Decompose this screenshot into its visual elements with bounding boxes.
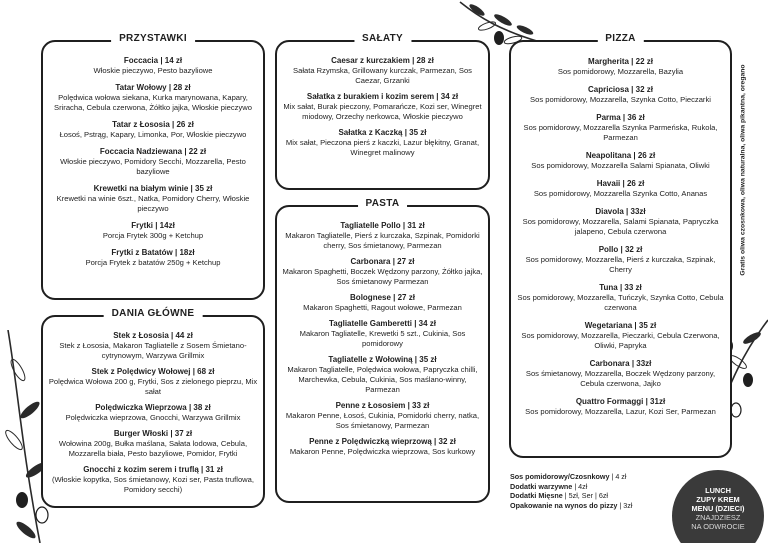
- menu-item: [47, 367, 259, 397]
- menu-item-title: Sałatka z burakiem i kozim serem | 34 zł: [306, 92, 459, 101]
- menu-item-description: Polędwica wołowa siekana, Kurka marynowana, Kapary, Sriracha, Cebula czerwona, Żółtko jajka, Włoskie pieczywo: [54, 93, 252, 112]
- menu-item-title: Tagliatelle z Wołowiną | 35 zł: [328, 355, 437, 364]
- lunch-line: ZUPY KREM: [696, 495, 740, 504]
- menu-item-description: Sałata Rzymska, Grillowany kurczak, Parmezan, Sos Caezar, Grzanki: [293, 66, 472, 85]
- extra-item: Dodatki Mięsne | 5zł, Ser | 6zł: [510, 491, 609, 501]
- menu-item: [47, 403, 259, 423]
- menu-item: [47, 56, 259, 76]
- menu-item: [515, 359, 726, 389]
- section-title: DANIA GŁÓWNE: [104, 308, 203, 319]
- menu-item-description: Wołowina 200g, Bułka maślana, Sałata lodowa, Cebula, Mozzarella biała, Pesto bazyliowe, Pomidor, Frytki: [58, 439, 248, 458]
- menu-item-title: Carbonara | 27 zł: [350, 257, 415, 266]
- menu-item-description: Sos pomidorowy, Mozzarella, Bazylia: [557, 67, 684, 76]
- menu-item: [281, 257, 484, 287]
- section-title: PIZZA: [597, 33, 643, 44]
- menu-item: [515, 85, 726, 105]
- menu-item: [281, 92, 484, 122]
- menu-item: [515, 245, 726, 275]
- menu-item: [281, 355, 484, 395]
- menu-item-description: Polędwiczka wieprzowa, Gnocchi, Warzywa Grillmix: [65, 413, 241, 422]
- menu-item-title: Caesar z kurczakiem | 28 zł: [331, 56, 434, 65]
- lunch-line: LUNCH: [705, 486, 731, 495]
- menu-item: [47, 465, 259, 495]
- menu-item-description: Sos pomidorowy, Mozzarella Salami Spianata, Oliwki: [531, 161, 710, 170]
- menu-item-title: Tagliatelle Pollo | 31 zł: [340, 221, 425, 230]
- menu-item: [47, 429, 259, 459]
- menu-item-description: Makaron Spaghetti, Boczek Wędzony parzony, Żółtko jajka, Sos śmietanowy Parmezan: [282, 267, 483, 286]
- menu-item-description: Mix sałat, Pieczona pierś z kaczki, Lazur błękitny, Granat, Winegret malinowy: [285, 138, 480, 157]
- menu-item-title: Tuna | 33 zł: [599, 283, 642, 292]
- menu-item-title: Tatar Wołowy | 28 zł: [115, 83, 191, 92]
- menu-item-title: Gnocchi z kozim serem i truflą | 31 zł: [83, 465, 223, 474]
- menu-item-title: Frytki | 14zł: [131, 221, 175, 230]
- menu-item-description: Stek z Łososia, Makaron Tagliatelle z Sosem Śmietano-cytrynowym, Warzywa Grillmix: [59, 341, 247, 360]
- menu-item-title: Penne z Łososiem | 33 zł: [335, 401, 430, 410]
- menu-item-description: (Włoskie kopytka, Sos śmietanowy, Kozi ser, Pasta truflowa, Pomidory secchi): [51, 475, 254, 494]
- section-pizza: [509, 33, 732, 458]
- menu-item: [515, 321, 726, 351]
- menu-item-description: Polędwica Wołowa 200 g, Frytki, Sos z zielonego pieprzu, Mix sałat: [48, 377, 258, 396]
- section-dania-glowne: [41, 308, 265, 508]
- lunch-subline: ZNAJDZIESZ: [695, 513, 741, 522]
- menu-item-description: Sos pomidorowy, Mozzarella, Pieczarki, Cebula Czerwona, Oliwki, Papryka: [521, 331, 720, 350]
- menu-item: [47, 221, 259, 241]
- menu-item-title: Diavola | 33zł: [595, 207, 646, 216]
- menu-item-description: Sos pomidorowy, Mozzarella Szynka Parmeńska, Rukola, Parmezan: [523, 123, 718, 142]
- menu-item: [47, 83, 259, 113]
- menu-item-title: Polędwiczka Wieprzowa | 38 zł: [95, 403, 211, 412]
- menu-item-title: Quattro Formaggi | 31zł: [575, 397, 666, 406]
- menu-item-title: Capriciosa | 32 zł: [588, 85, 653, 94]
- side-note: [736, 40, 750, 300]
- menu-item: [281, 401, 484, 431]
- menu-item-title: Tagliatelle Gamberetti | 34 zł: [328, 319, 436, 328]
- menu-item: [47, 248, 259, 268]
- menu-item-title: Krewetki na białym winie | 35 zł: [93, 184, 213, 193]
- menu-item: [515, 397, 726, 417]
- extra-item: Dodatki warzywne | 4zł: [510, 481, 588, 491]
- menu-item-title: Parma | 36 zł: [596, 113, 645, 122]
- menu-item: [47, 331, 259, 361]
- menu-item: [515, 151, 726, 171]
- menu-item-title: Frytki z Batatów | 18zł: [111, 248, 195, 257]
- menu-item-description: Sos pomidorowy, Mozzarella, Tuńczyk, Szynka Cotto, Cebula czerwona: [517, 293, 724, 312]
- menu-item-title: Sałatka z Kaczką | 35 zł: [338, 128, 427, 137]
- menu-item-description: Włoskie pieczywo, Pomidory Secchi, Mozzarella, Pesto bazyliowe: [60, 157, 246, 176]
- menu-item: [47, 120, 259, 140]
- menu-item: [515, 57, 726, 77]
- menu-item-description: Makaron Tagliatelle, Polędwica wołowa, Papryczka chilli, Marchewka, Cebula, Cukinia, Sos maślano-winny, Parmezan: [287, 365, 478, 394]
- menu-item: [515, 283, 726, 313]
- menu-item-description: Makaron Penne, Łosoś, Cukinia, Pomidorki cherry, natka, Sos śmietanowy, Parmezan: [285, 411, 480, 430]
- lunch-subline: NA ODWROCIE: [691, 522, 745, 531]
- section-title: PASTA: [358, 198, 408, 209]
- menu-item-title: Foccacia | 14 zł: [123, 56, 183, 65]
- extra-item: Opakowanie na wynos do pizzy | 3zł: [510, 500, 633, 510]
- menu-item-title: Foccacia Nadziewana | 22 zł: [99, 147, 207, 156]
- menu-item-title: Carbonara | 33zł: [589, 359, 652, 368]
- menu-item-description: Makaron Tagliatelle, Pierś z kurczaka, Szpinak, Pomidorki cherry, Sos śmietanowy, Parmezan: [285, 231, 480, 250]
- section-przystawki: [41, 33, 265, 300]
- menu-item-description: Sos pomidorowy, Mozzarella, Salami Spianata, Papryczka jalapeno, Cebula czerwona: [522, 217, 719, 236]
- menu-item: [281, 221, 484, 251]
- menu-item: [281, 293, 484, 313]
- menu-item-title: Penne z Polędwiczką wieprzową | 32 zł: [309, 437, 456, 446]
- menu-item-description: Sos pomidorowy, Mozzarella, Pierś z kurczaka, Szpinak, Cherry: [525, 255, 716, 274]
- menu-item: [281, 319, 484, 349]
- menu-item-description: Krewetki na winie 6szt., Natka, Pomidory Cherry, Włoskie pieczywo: [56, 194, 250, 213]
- menu-item-description: Mix sałat, Burak pieczony, Pomarańcze, Kozi ser, Winegret miodowy, Orzechy nerkowca, Włoskie pieczywo: [283, 102, 482, 121]
- menu-item: [281, 437, 484, 457]
- menu-item: [281, 128, 484, 158]
- menu-item-title: Stek z Polędwicy Wołowej | 68 zł: [91, 367, 215, 376]
- menu-item-description: Makaron Tagliatelle, Krewetki 5 szt., Cukinia, Sos pomidorowy: [299, 329, 466, 348]
- menu-item-title: Wegetariana | 35 zł: [584, 321, 657, 330]
- side-note-text: Gratis oliwa czosnkowa, oliwa naturalna, oliwa pikantna, oregano: [739, 64, 747, 276]
- menu-item: [515, 113, 726, 143]
- menu-item-description: Makaron Spaghetti, Ragout wołowe, Parmezan: [303, 303, 462, 312]
- menu-item: [515, 207, 726, 237]
- menu-item-description: Sos pomidorowy, Mozzarella, Szynka Cotto, Pieczarki: [530, 95, 711, 104]
- menu-item-description: Porcja Frytek z batatów 250g + Ketchup: [85, 258, 221, 267]
- section-title: PRZYSTAWKI: [111, 33, 195, 44]
- menu-item-title: Bolognese | 27 zł: [350, 293, 415, 302]
- section-pasta: [275, 198, 490, 503]
- menu-item-description: Sos pomidorowy, Mozzarella Szynka Cotto, Ananas: [533, 189, 708, 198]
- menu-item: [47, 147, 259, 177]
- menu-item-description: Łosoś, Pstrąg, Kapary, Limonka, Por, Włoskie pieczywo: [59, 130, 247, 139]
- menu-item-title: Margherita | 22 zł: [588, 57, 653, 66]
- menu-item: [515, 179, 726, 199]
- menu-item-title: Tatar z Łososia | 26 zł: [112, 120, 194, 129]
- section-salaty: [275, 33, 490, 190]
- section-title: SAŁATY: [354, 33, 411, 44]
- extras-list: [510, 472, 670, 510]
- lunch-badge: [672, 470, 764, 543]
- menu-item: [47, 184, 259, 214]
- extra-item: Sos pomidorowy/Czosnkowy | 4 zł: [510, 472, 627, 481]
- menu-item-title: Stek z Łososia | 44 zł: [113, 331, 193, 340]
- menu-item-description: Sos śmietanowy, Mozzarella, Boczek Wędzony parzony, Cebula czerwona, Jajko: [525, 369, 716, 388]
- menu-item-title: Pollo | 32 zł: [598, 245, 643, 254]
- menu-item-description: Sos pomidorowy, Mozzarella, Lazur, Kozi Ser, Parmezan: [525, 407, 716, 416]
- menu-item-description: Makaron Penne, Polędwiczka wieprzowa, Sos kurkowy: [289, 447, 476, 456]
- menu-item-title: Burger Włoski | 37 zł: [113, 429, 193, 438]
- menu-item-description: Włoskie pieczywo, Pesto bazyliowe: [93, 66, 213, 75]
- menu-item-title: Neapolitana | 26 zł: [585, 151, 656, 160]
- menu-item-description: Porcja Frytek 300g + Ketchup: [102, 231, 204, 240]
- menu-item-title: Havaii | 26 zł: [596, 179, 645, 188]
- lunch-line: MENU (DZIECI): [691, 504, 745, 513]
- menu-item: [281, 56, 484, 86]
